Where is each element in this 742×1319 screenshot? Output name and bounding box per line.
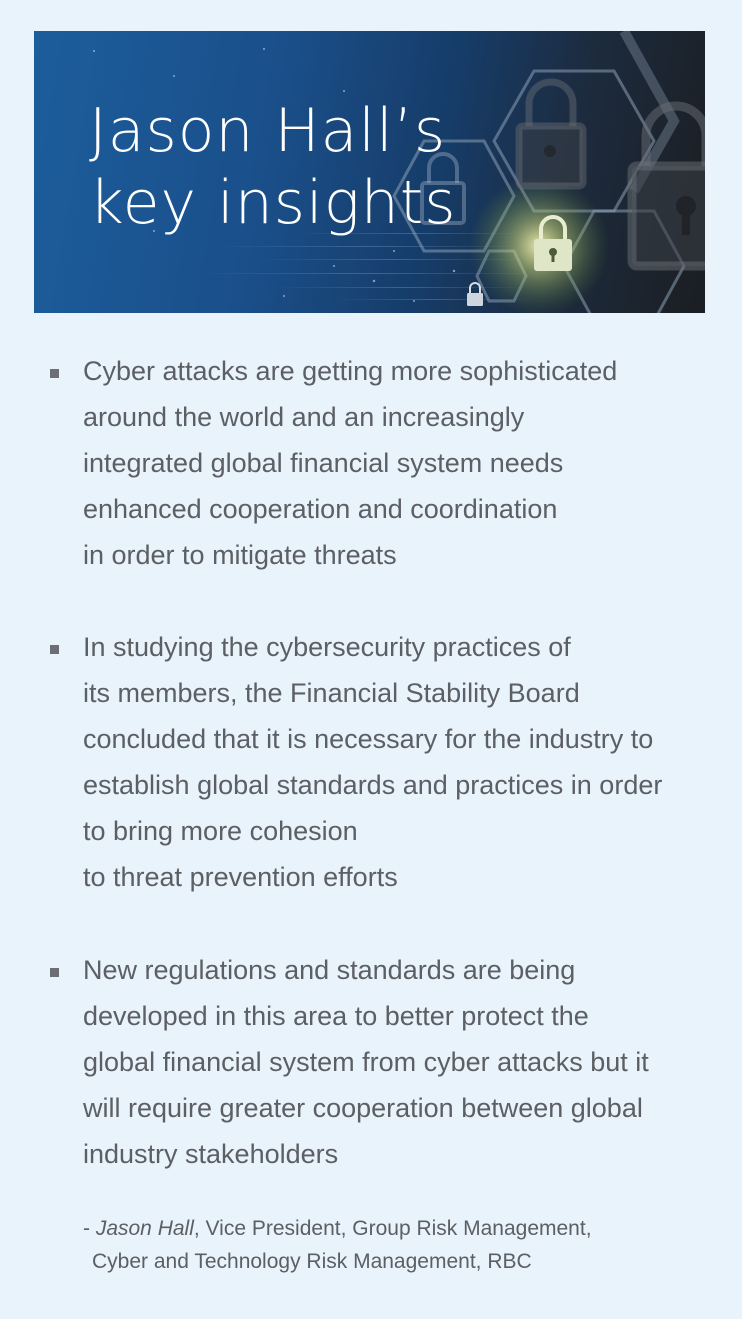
padlock-icon [519, 82, 583, 186]
quote-attribution [83, 1212, 592, 1278]
text-line: to bring more cohesion [83, 816, 358, 846]
text-line: its members, the Financial Stability Board [83, 678, 580, 708]
bullet-square-icon [50, 968, 59, 977]
text-line: around the world and an increasingly [83, 402, 525, 432]
text-line: global financial system from cyber attacks but it [83, 1047, 649, 1077]
attribution-dash: - [83, 1217, 96, 1240]
text-line: industry stakeholders [83, 1139, 339, 1169]
insight-text [83, 624, 723, 900]
text-line: integrated global financial system needs [83, 448, 564, 478]
attribution-role-line2: Cyber and Technology Risk Management, RBC [92, 1250, 532, 1273]
text-line: developed in this area to better protect the [83, 1001, 589, 1031]
insight-text [83, 947, 723, 1177]
bullet-square-icon [50, 369, 59, 378]
text-line: in order to mitigate threats [83, 540, 397, 570]
hero-banner [34, 31, 705, 313]
text-line: enhanced cooperation and coordination [83, 494, 558, 524]
text-line: establish global standards and practices in order [83, 770, 663, 800]
attribution-name: Jason Hall [95, 1217, 194, 1240]
text-line: New regulations and standards are being [83, 955, 576, 985]
banner-title-line: key insights [89, 168, 457, 238]
insight-text [83, 348, 723, 578]
attribution-role: , Vice President, Group Risk Management, [193, 1217, 592, 1240]
text-line: to threat prevention efforts [83, 862, 398, 892]
text-line: Cyber attacks are getting more sophisticated [83, 356, 618, 386]
bullet-square-icon [50, 645, 59, 654]
text-line: will require greater cooperation between global [83, 1093, 643, 1123]
text-line: In studying the cybersecurity practices of [83, 632, 571, 662]
banner-title-line: Jason Hall’s [89, 96, 447, 166]
text-line: concluded that it is necessary for the industry to [83, 724, 654, 754]
banner-title [89, 95, 457, 239]
